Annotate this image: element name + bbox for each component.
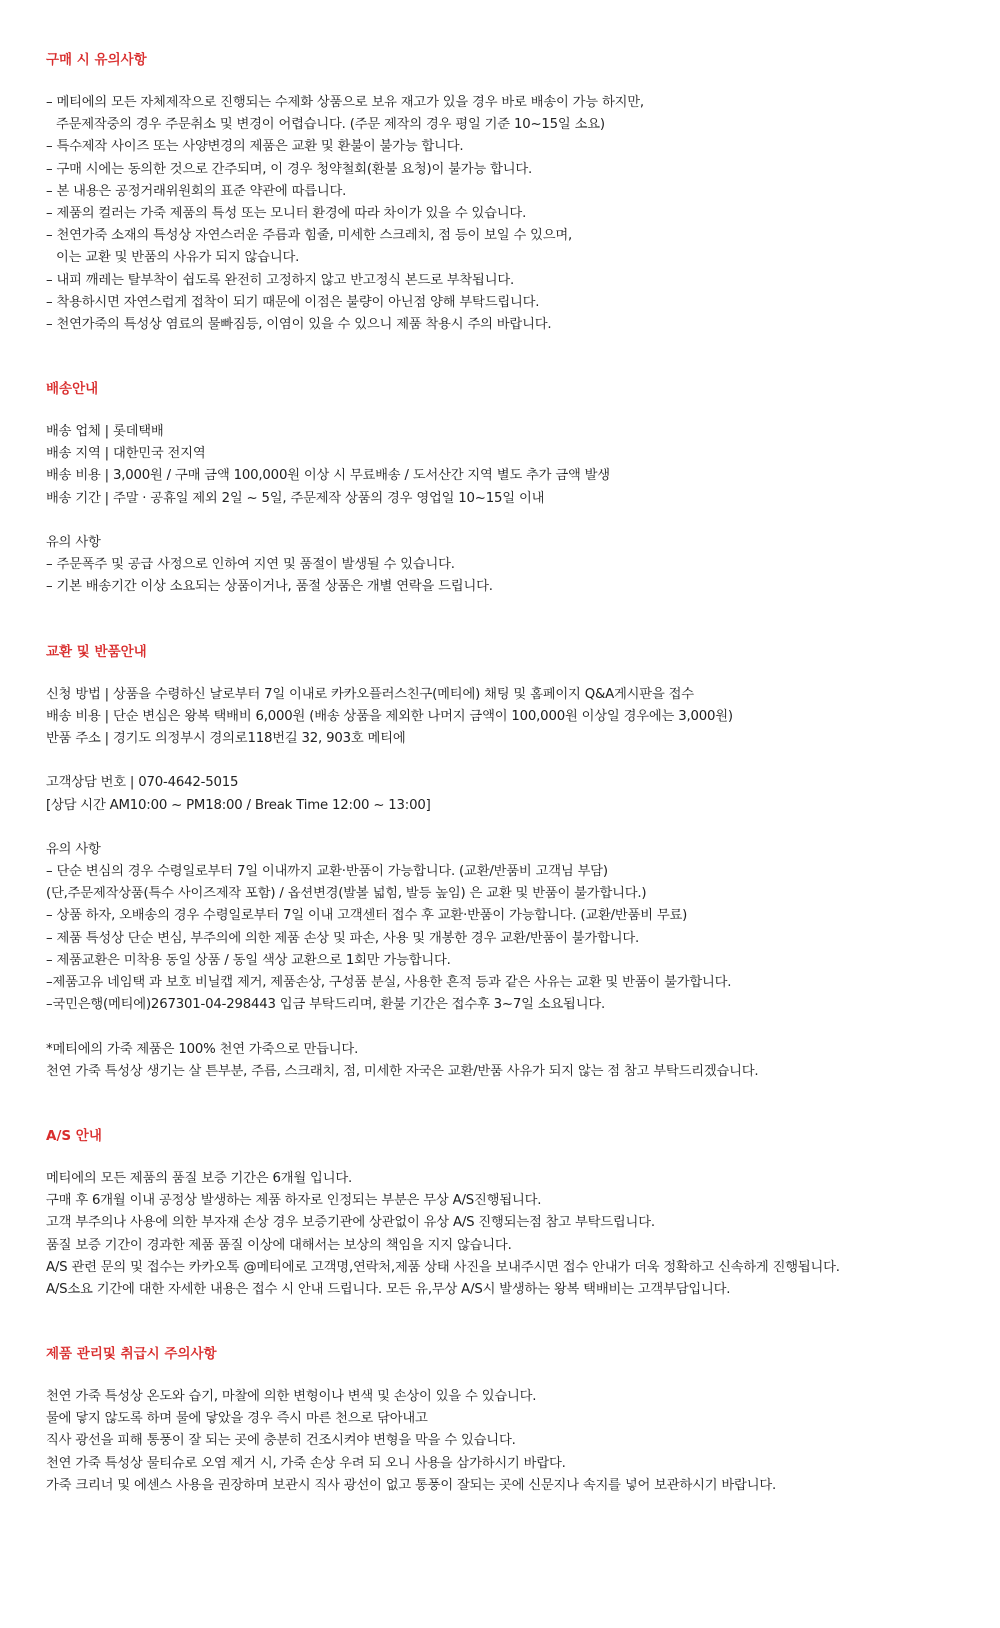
notice-line: – 주문폭주 및 공급 사정으로 인하여 지연 및 품절이 발생될 수 있습니다. <box>46 557 455 573</box>
section-shipping <box>46 378 1000 599</box>
blank-line <box>46 817 1000 839</box>
notice-line: 천연 가죽 특성상 물티슈로 오염 제거 시, 가죽 손상 우려 되 오니 사용을 삼가하시기 바랍다. <box>46 1455 566 1471</box>
notice-line: 배송 업체 | 롯데택배 <box>46 424 164 440</box>
notice-line: –국민은행(메티에)267301-04-298443 입금 부탁드리며, 환불 기간은 접수후 3~7일 소요됩니다. <box>46 997 606 1013</box>
section-exchange <box>46 641 1000 1083</box>
blank-line <box>46 510 1000 532</box>
section-gap <box>46 599 1000 641</box>
notice-line: – 기본 배송기간 이상 소요되는 상품이거나, 품절 상품은 개별 연락을 드립니다. <box>46 579 493 595</box>
notice-line: (단,주문제작상품(특수 사이즈제작 포함) / 옵션변경(발볼 넓힘, 발등 높임) 은 교환 및 반품이 불가합니다.) <box>46 886 647 902</box>
section-care <box>46 1343 1000 1497</box>
notice-line: A/S 관련 문의 및 접수는 카카오톡 @메티에로 고객명,연락처,제품 상태 사진을 보내주시면 접수 안내가 더욱 정확하고 신속하게 진행됩니다. <box>46 1259 840 1275</box>
notice-line: *메티에의 가죽 제품은 100% 천연 가죽으로 만듭니다. <box>46 1041 359 1057</box>
section-title: 교환 및 반품안내 <box>46 643 147 660</box>
notice-line: 신청 방법 | 상품을 수령하신 날로부터 7일 이내로 카카오플러스친구(메티에) 채팅 및 홈페이지 Q&A게시판을 접수 <box>46 686 694 702</box>
section-title: 제품 관리및 취급시 주의사항 <box>46 1346 217 1363</box>
notice-line: 직사 광선을 피해 통풍이 잘 되는 곳에 충분히 건조시켜야 변형을 막을 수 있습니다. <box>46 1433 516 1449</box>
section-gap <box>46 1301 1000 1343</box>
notice-line: 천연 가죽 특성상 생기는 살 튼부분, 주름, 스크래치, 점, 미세한 자국은 교환/반품 사유가 되지 않는 점 참고 부탁드리겠습니다. <box>46 1063 759 1079</box>
section-title: 배송안내 <box>46 381 99 398</box>
notice-line: – 착용하시면 자연스럽게 접착이 되기 때문에 이점은 불량이 아닌점 양해 부탁드립니다. <box>46 294 540 310</box>
notice-line: – 제품 특성상 단순 변심, 부주의에 의한 제품 손상 및 파손, 사용 및 개봉한 경우 교환/반품이 불가합니다. <box>46 930 640 946</box>
section-purchase <box>46 49 1000 336</box>
notice-line: A/S소요 기간에 대한 자세한 내용은 접수 시 안내 드립니다. 모든 유,무상 A/S시 발생하는 왕복 택배비는 고객부담입니다. <box>46 1281 731 1297</box>
notice-line: 고객 부주의나 사용에 의한 부자재 손상 경우 보증기관에 상관없이 유상 A/S 진행되는점 참고 부탁드립니다. <box>46 1215 655 1231</box>
notice-line: 유의 사항 <box>46 535 101 550</box>
notice-line: 품질 보증 기간이 경과한 제품 품질 이상에 대해서는 보상의 책임을 지지 않습니다. <box>46 1237 512 1253</box>
notice-line: 이는 교환 및 반품의 사유가 되지 않습니다. <box>56 250 300 266</box>
notice-line: 물에 닿지 않도록 하며 물에 닿았을 경우 즉시 마른 천으로 닦아내고 <box>46 1411 428 1427</box>
notice-line: 구매 후 6개월 이내 공정상 발생하는 제품 하자로 인정되는 부분은 무상 A/S진행됩니다. <box>46 1193 542 1209</box>
notice-line: 메티에의 모든 제품의 품질 보증 기간은 6개월 입니다. <box>46 1170 353 1186</box>
notice-line: – 내피 깨레는 탈부착이 쉽도록 완전히 고정하지 않고 반고정식 본드로 부착됩니다. <box>46 272 515 288</box>
section-as <box>46 1125 1000 1301</box>
notice-line: – 천연가죽 소재의 특성상 자연스러운 주름과 힘줄, 미세한 스크레치, 점 등이 보일 수 있으며, <box>46 228 573 244</box>
notice-line: 반품 주소 | 경기도 의정부시 경의로118번길 32, 903호 메티에 <box>46 730 406 746</box>
notice-line: – 메티에의 모든 자체제작으로 진행되는 수제화 상품으로 보유 재고가 있을 경우 바로 배송이 가능 하지만, <box>46 95 644 110</box>
notice-line: – 제품교환은 미착용 동일 상품 / 동일 색상 교환으로 1회만 가능합니다. <box>46 952 451 968</box>
notice-line: 천연 가죽 특성상 온도와 습기, 마찰에 의한 변형이나 변색 및 손상이 있을 수 있습니다. <box>46 1389 537 1405</box>
notice-line: – 제품의 컬러는 가죽 제품의 특성 또는 모니터 환경에 따라 차이가 있을 수 있습니다. <box>46 205 527 221</box>
section-title: 구매 시 유의사항 <box>46 52 147 68</box>
notice-line: 주문제작중의 경우 주문취소 및 변경이 어렵습니다. (주문 제작의 경우 평일 기준 10~15일 소요) <box>56 117 605 133</box>
notice-line: 가죽 크리너 및 에센스 사용을 권장하며 보관시 직사 광선이 없고 통풍이 잘되는 곳에 신문지나 속지를 넣어 보관하시기 바랍니다. <box>46 1477 777 1493</box>
section-gap <box>46 1083 1000 1125</box>
notice-line: – 본 내용은 공정거래위원회의 표준 약관에 따릅니다. <box>46 183 347 199</box>
section-gap <box>46 336 1000 378</box>
notice-line: 유의 사항 <box>46 841 101 857</box>
notice-line: – 단순 변심의 경우 수령일로부터 7일 이내까지 교환·반품이 가능합니다. (교환/반품비 고객님 부담) <box>46 864 608 880</box>
notice-line: 배송 비용 | 3,000원 / 구매 금액 100,000원 이상 시 무료배송 / 도서산간 지역 별도 추가 금액 발생 <box>46 468 610 484</box>
notice-line: – 특수제작 사이즈 또는 사양변경의 제품은 교환 및 환불이 불가능 합니다. <box>46 139 464 155</box>
notice-line: [상담 시간 AM10:00 ~ PM18:00 / Break Time 12:00 ~ 13:00] <box>46 797 431 813</box>
notice-line: 배송 지역 | 대한민국 전지역 <box>46 446 206 462</box>
blank-line <box>46 750 1000 772</box>
notice-line: 배송 기간 | 주말 · 공휴일 제외 2일 ~ 5일, 주문제작 상품의 경우 영업일 10~15일 이내 <box>46 490 545 506</box>
notice-line: – 상품 하자, 오배송의 경우 수령일로부터 7일 이내 고객센터 접수 후 교환·반품이 가능합니다. (교환/반품비 무료) <box>46 908 688 924</box>
notice-line: –제품고유 네임택 과 보호 비닐캡 제거, 제품손상, 구성품 분실, 사용한 흔적 등과 같은 사유는 교환 및 반품이 불가합니다. <box>46 975 732 990</box>
notice-line: – 구매 시에는 동의한 것으로 간주되며, 이 경우 청약철회(환불 요청)이 불가능 합니다. <box>46 161 533 177</box>
notice-line: 고객상담 번호 | 070-4642-5015 <box>46 775 239 791</box>
notice-line: 배송 비용 | 단순 변심은 왕복 택배비 6,000원 (배송 상품을 제외한 나머지 금액이 100,000원 이상일 경우에는 3,000원) <box>46 708 733 724</box>
section-title: A/S 안내 <box>46 1127 102 1144</box>
notice-line: – 천연가죽의 특성상 염료의 물빠짐등, 이염이 있을 수 있으니 제품 착용시 주의 바랍니다. <box>46 316 552 332</box>
blank-line <box>46 1016 1000 1038</box>
